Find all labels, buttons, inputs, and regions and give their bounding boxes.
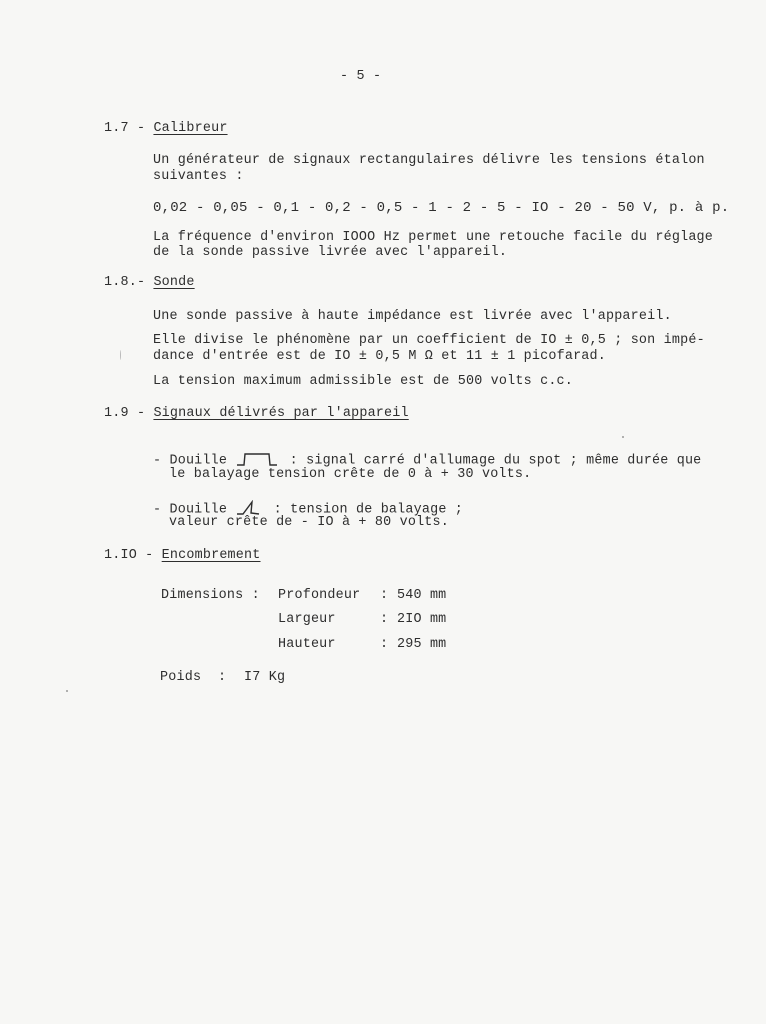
section-title: Encombrement <box>161 548 261 563</box>
section-title: Calibreur <box>153 121 228 136</box>
section-number: 1.8.- <box>104 275 146 290</box>
list-item-line: le balayage tension crête de 0 à + 30 volts. <box>169 467 532 482</box>
dimension-value: 295 mm <box>397 637 447 652</box>
paragraph-line: La fréquence d'environ IOOO Hz permet une retouche facile du réglage <box>153 230 714 245</box>
dimension-label: Profondeur <box>278 588 361 603</box>
page-number: - 5 - <box>340 69 382 84</box>
scan-speck <box>66 690 68 692</box>
paragraph-line: de la sonde passive livrée avec l'appareil. <box>153 245 508 260</box>
scan-speck <box>120 350 121 360</box>
list-item: - Douille : tension de balayage ; <box>153 500 463 518</box>
paragraph-line: Un générateur de signaux rectangulaires délivre les tensions étalon <box>153 153 705 168</box>
paragraph-line: suivantes : <box>153 169 244 184</box>
section-heading-encombrement <box>104 549 261 562</box>
section-title: Sonde <box>153 275 195 290</box>
dimension-separator: : <box>380 612 389 627</box>
section-number: 1.9 - <box>104 406 146 421</box>
paragraph-line: La tension maximum admissible est de 500 volts c.c. <box>153 374 574 389</box>
calibration-values: 0,02 - 0,05 - 0,1 - 0,2 - 0,5 - 1 - 2 - 5 - IO - 20 - 50 V, p. à p. <box>153 200 730 216</box>
section-heading-signaux <box>104 407 409 420</box>
weight-separator: : <box>218 670 227 685</box>
paragraph-line: Elle divise le phénomène par un coefficient de IO ± 0,5 ; son impé- <box>153 333 705 348</box>
dimension-label: Largeur <box>278 612 336 627</box>
weight-value: I7 Kg <box>244 670 286 685</box>
dimension-value: 2IO mm <box>397 612 447 627</box>
section-number: 1.7 - <box>104 121 146 136</box>
dimensions-label: Dimensions : <box>161 588 260 603</box>
section-heading-sonde <box>104 276 195 289</box>
list-item-line: valeur crête de - IO à + 80 volts. <box>169 515 450 530</box>
weight-label: Poids <box>160 670 202 685</box>
paragraph-line: dance d'entrée est de IO ± 0,5 M Ω et 11 ± 1 picofarad. <box>153 349 607 364</box>
paragraph-line: Une sonde passive à haute impédance est livrée avec l'appareil. <box>153 309 672 324</box>
section-number: 1.IO - <box>104 548 154 563</box>
dimension-separator: : <box>380 588 389 603</box>
section-title: Signaux délivrés par l'appareil <box>153 406 409 421</box>
dimension-label: Hauteur <box>278 637 336 652</box>
dimension-separator: : <box>380 637 389 652</box>
dimension-value: 540 mm <box>397 588 447 603</box>
square-wave-icon <box>235 452 281 468</box>
list-item: - Douille : signal carré d'allumage du spot ; même durée que <box>153 453 702 469</box>
scan-speck <box>622 436 624 438</box>
section-heading-calibreur <box>104 122 228 135</box>
